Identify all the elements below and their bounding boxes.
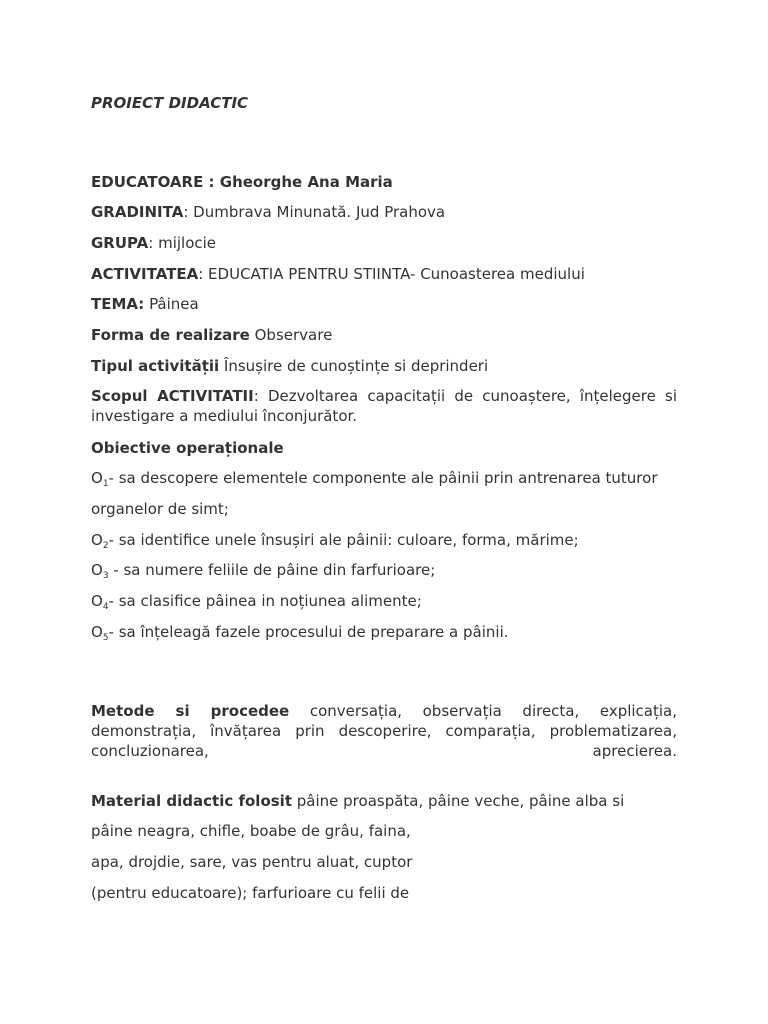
objective-item-1 <box>91 468 677 488</box>
objective-prefix: O <box>91 592 103 610</box>
tipul-line <box>91 356 677 376</box>
document-title: PROIECT DIDACTIC <box>91 94 249 112</box>
objective-item-4 <box>91 591 677 611</box>
objective-item-2 <box>91 530 677 550</box>
material-line-3: apa, drojdie, sare, vas pentru aluat, cuptor <box>91 853 413 871</box>
objective-text: - sa numere feliile de pâine din farfurioare; <box>108 561 436 579</box>
gradinita-value: : Dumbrava Minunată. Jud Prahova <box>183 203 446 221</box>
scopul-label: Scopul ACTIVITATII <box>91 387 254 405</box>
metode-text-3-right: aprecierea. <box>592 742 677 760</box>
metode-line-1 <box>91 701 677 721</box>
forma-line <box>91 325 677 345</box>
activitatea-line <box>91 264 677 284</box>
objective-text: - sa clasifice pâinea in noțiunea alimente; <box>108 592 422 610</box>
metode-text-3-left: concluzionarea, <box>91 742 209 760</box>
grupa-label: GRUPA <box>91 234 149 252</box>
metode-line-3 <box>91 741 677 761</box>
objective-prefix: O <box>91 623 103 641</box>
metode-text-1: conversația, observația directa, explicația, <box>309 702 678 720</box>
objective-text: - sa înțeleagă fazele procesului de preparare a pâinii. <box>108 623 509 641</box>
tipul-label: Tipul activității <box>91 357 220 375</box>
tipul-value: Însușire de cunoștințe si deprinderi <box>219 357 489 375</box>
scopul-paragraph <box>91 386 677 426</box>
material-line-2: pâine neagra, chifle, boabe de grâu, faina, <box>91 822 411 840</box>
forma-label: Forma de realizare <box>91 326 250 344</box>
metode-label: Metode si procedee <box>91 702 290 720</box>
objective-prefix: O <box>91 561 103 579</box>
forma-value: Observare <box>249 326 333 344</box>
scopul-value: : Dezvoltarea capacitații de cunoaștere, înțelegere si investigare a mediului înconjurător. <box>91 387 677 425</box>
gradinita-label: GRADINITA <box>91 203 184 221</box>
obiective-heading: Obiective operaționale <box>91 439 284 457</box>
objective-item-5 <box>91 622 677 642</box>
grupa-line <box>91 233 677 253</box>
grupa-value: : mijlocie <box>148 234 217 252</box>
objective-subscript: 5 <box>102 633 109 643</box>
material-line-1 <box>91 791 677 811</box>
objective-subscript: 3 <box>102 571 109 581</box>
objective-prefix: O <box>91 531 103 549</box>
activitatea-value: : EDUCATIA PENTRU STIINTA- Cunoasterea mediului <box>198 265 585 283</box>
material-label: Material didactic folosit <box>91 792 292 810</box>
gradinita-line <box>91 202 677 222</box>
tema-line <box>91 294 677 314</box>
material-line-4: (pentru educatoare); farfurioare cu felii de <box>91 884 410 902</box>
objective-subscript: 2 <box>102 541 109 551</box>
objective-item-1-continuation: organelor de simt; <box>91 500 229 518</box>
tema-label: TEMA: <box>91 295 145 313</box>
metode-line-2: demonstrația, învățarea prin descoperire, comparația, problematizarea, <box>91 722 677 740</box>
objective-subscript: 4 <box>102 602 109 612</box>
material-text-1: pâine proaspăta, pâine veche, pâine alba si <box>292 792 625 810</box>
objective-subscript: 1 <box>102 479 109 489</box>
objective-prefix: O <box>91 469 103 487</box>
tema-value: Pâinea <box>144 295 199 313</box>
document-page <box>91 0 677 1024</box>
educatoare-line: EDUCATOARE : Gheorghe Ana Maria <box>91 173 393 191</box>
objective-text: - sa descopere elementele componente ale pâinii prin antrenarea tuturor <box>108 469 658 487</box>
activitatea-label: ACTIVITATEA <box>91 265 199 283</box>
objective-item-3 <box>91 560 677 580</box>
objective-text: - sa identifice unele însușiri ale pâinii: culoare, forma, mărime; <box>108 531 579 549</box>
